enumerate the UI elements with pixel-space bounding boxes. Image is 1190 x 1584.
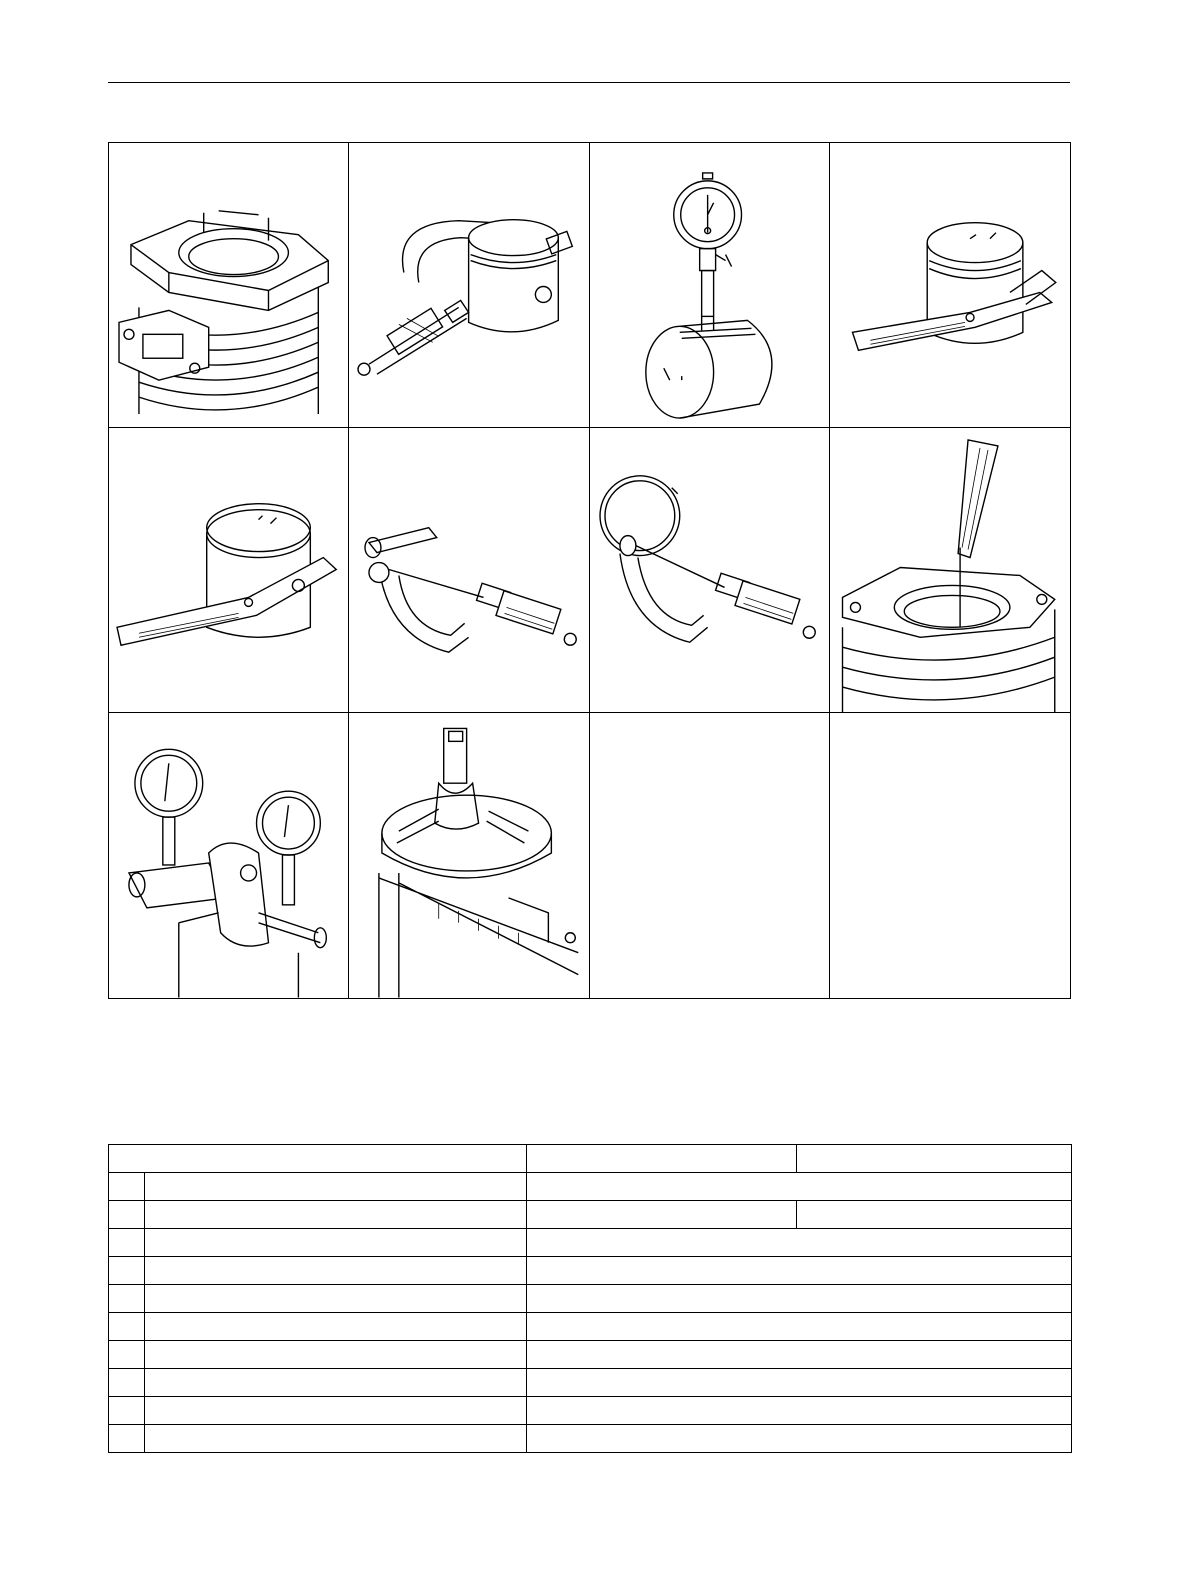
figure-cell [830, 428, 1070, 713]
figure-cell [830, 143, 1070, 428]
cylinder-icon [109, 143, 348, 427]
row-item [145, 1257, 527, 1285]
figure-cell-empty [830, 713, 1070, 998]
figure-cell [109, 143, 349, 428]
table-row [109, 1341, 1072, 1369]
spec-table [108, 1144, 1072, 1453]
figure-cell [109, 713, 349, 998]
row-item [145, 1201, 527, 1229]
table-row [109, 1313, 1072, 1341]
row-number [109, 1341, 145, 1369]
table-header-cell [109, 1145, 527, 1173]
row-value [527, 1397, 1072, 1425]
row-item [145, 1313, 527, 1341]
table-row [109, 1201, 1072, 1229]
header-rule [108, 82, 1070, 83]
figure-grid [108, 142, 1071, 999]
row-item [145, 1369, 527, 1397]
table-row [109, 1425, 1072, 1453]
figure-cell [349, 428, 589, 713]
table-row [109, 1397, 1072, 1425]
feeler-gauge-ring-groove-icon [109, 428, 348, 712]
row-item [145, 1425, 527, 1453]
feeler-gauge-cylinder-icon [830, 428, 1070, 712]
row-number [109, 1313, 145, 1341]
row-value [527, 1285, 1072, 1313]
row-value [527, 1425, 1072, 1453]
table-row [109, 1229, 1072, 1257]
micrometer-pin-icon [349, 428, 588, 712]
figure-cell [349, 713, 589, 998]
row-item [145, 1285, 527, 1313]
row-value [527, 1257, 1072, 1285]
figure-cell [349, 143, 589, 428]
feeler-gauge-piston-icon [830, 143, 1070, 427]
row-item [145, 1229, 527, 1257]
table-row [109, 1285, 1072, 1313]
table-header-cell [797, 1145, 1072, 1173]
row-value-2 [797, 1201, 1072, 1229]
figure-cell-empty [590, 713, 830, 998]
figure-cell [590, 143, 830, 428]
row-value [527, 1341, 1072, 1369]
row-number [109, 1397, 145, 1425]
row-value [527, 1229, 1072, 1257]
table-header-cell [527, 1145, 797, 1173]
row-item [145, 1173, 527, 1201]
row-value [527, 1201, 797, 1229]
micrometer-ring-icon [590, 428, 829, 712]
micrometer-piston-icon [349, 143, 588, 427]
row-number [109, 1201, 145, 1229]
row-number [109, 1173, 145, 1201]
row-number [109, 1257, 145, 1285]
row-number [109, 1425, 145, 1453]
table-row [109, 1257, 1072, 1285]
row-number [109, 1369, 145, 1397]
caliper-flywheel-icon [349, 713, 588, 998]
row-item [145, 1341, 527, 1369]
row-number [109, 1229, 145, 1257]
row-value [527, 1313, 1072, 1341]
row-value [527, 1173, 1072, 1201]
dial-gauge-crankshaft-icon [109, 713, 348, 998]
row-value [527, 1369, 1072, 1397]
figure-cell [109, 428, 349, 713]
figure-cell [590, 428, 830, 713]
table-row [109, 1369, 1072, 1397]
row-number [109, 1285, 145, 1313]
row-item [145, 1397, 527, 1425]
dial-gauge-piston-icon [590, 143, 829, 427]
table-header-row [109, 1145, 1072, 1173]
table-row [109, 1173, 1072, 1201]
